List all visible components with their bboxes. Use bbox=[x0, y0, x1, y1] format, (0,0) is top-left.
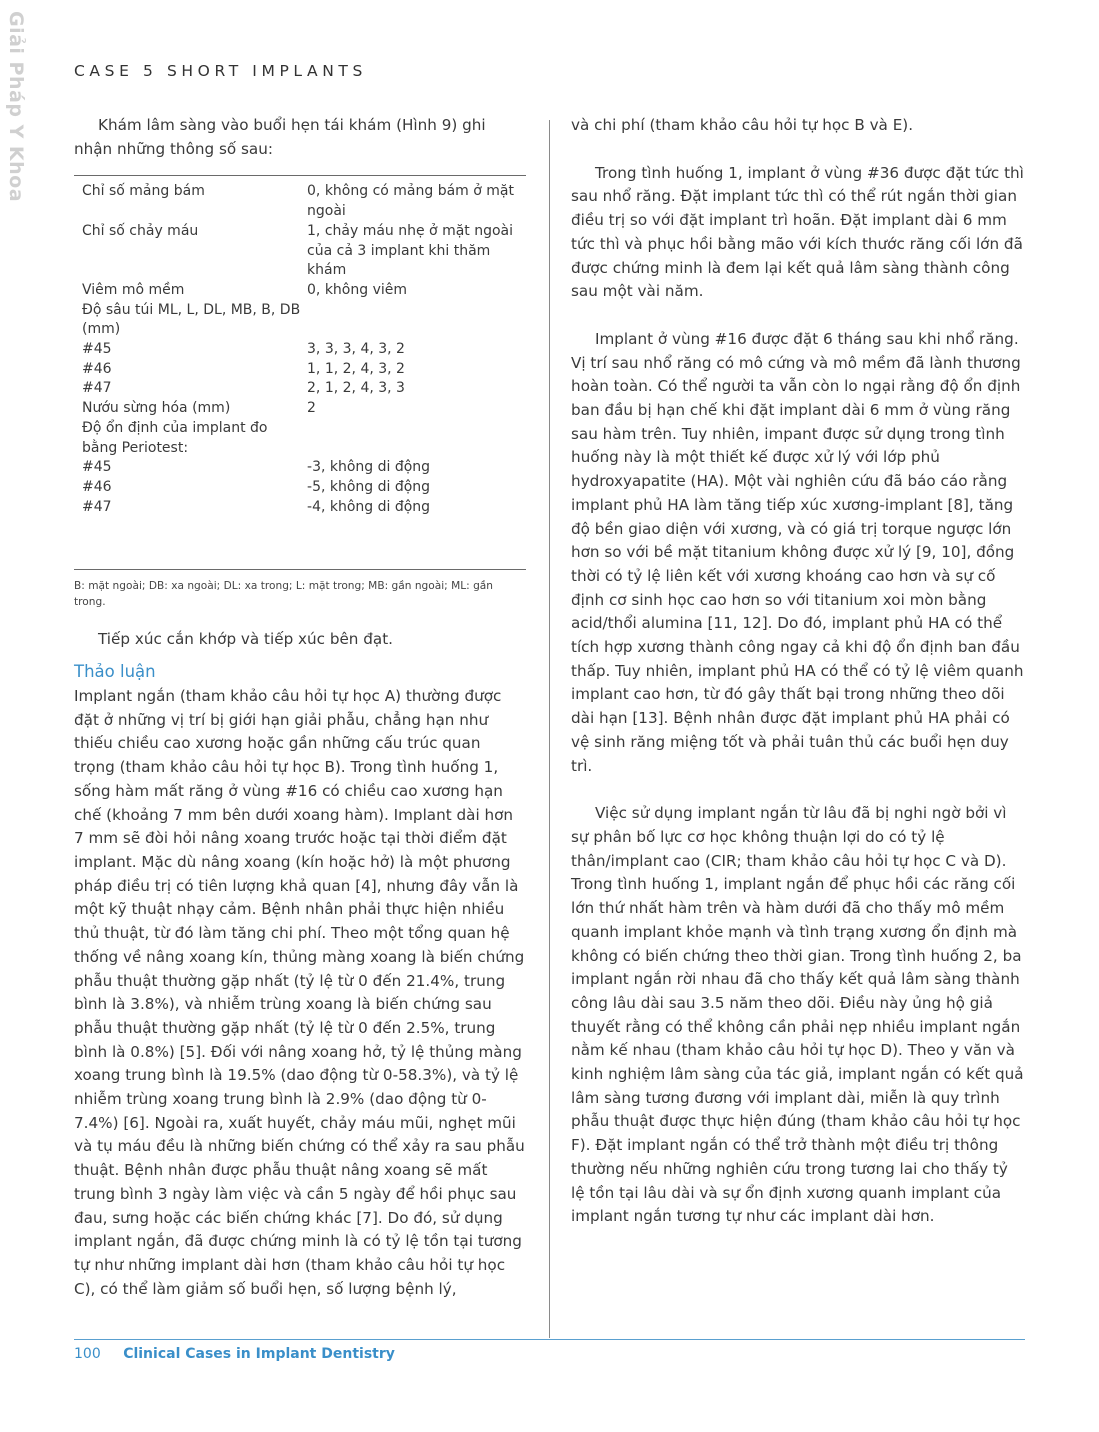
table-row bbox=[74, 340, 526, 360]
parameter-value bbox=[307, 301, 526, 340]
column-divider bbox=[549, 120, 550, 1338]
running-header: CASE 5 SHORT IMPLANTS bbox=[74, 62, 367, 80]
intro-paragraph: Khám lâm sàng vào buổi hẹn tái khám (Hình 9) ghi nhận những thông số sau: bbox=[74, 116, 486, 158]
right-paragraph-2: Trong tình huống 1, implant ở vùng #36 được đặt tức thì sau nhổ răng. Đặt implant tức thì có thể rút ngắn thời gian điều trị so với đặt implant trì hoãn. Đặt implant dài 6 mm tức thì và phục hồi bằng mão với kích thước răng cối lớn đã được chứng minh là đem lại kết quả lâm sàng thành công sau một vài năm. bbox=[571, 163, 1024, 301]
parameter-value: 0, không viêm bbox=[307, 281, 408, 298]
parameter-name: #47 bbox=[82, 498, 112, 515]
parameter-name: Độ ổn định của implant đo bằng Periotest: bbox=[82, 419, 268, 456]
table-row bbox=[74, 399, 526, 419]
table-row bbox=[74, 360, 526, 380]
table-row bbox=[74, 281, 526, 301]
footer-rule bbox=[74, 1339, 1025, 1340]
table-row bbox=[74, 379, 526, 399]
parameter-value: 1, chảy máu nhẹ ở mặt ngoài của cả 3 implant khi thăm khám bbox=[307, 222, 514, 279]
table-row bbox=[74, 498, 526, 518]
watermark: Giải Pháp Y Khoa bbox=[5, 11, 27, 203]
parameter-value: 0, không có mảng bám ở mặt ngoài bbox=[307, 183, 514, 220]
right-paragraph-4: Việc sử dụng implant ngắn từ lâu đã bị nghi ngờ bởi vì sự phân bố lực cơ học không thuận lợi do có tỷ lệ thân/implant cao (CIR; tham khảo câu hỏi tự học C và D). Trong tình huống 1, implant ngắn để phục hồi các răng cối lớn thứ nhất hàm trên và hàm dưới đã cho thấy mô mềm quanh implant khỏe mạnh và tình trạng xương ổn định mà không có biến chứng theo thời gian. Trong tình huống 2, ba implant ngắn rời nhau đã cho thấy kết quả lâm sàng thành công lâu dài sau 3.5 năm theo dõi. Điều này ủng hộ giả thuyết rằng có thể không cần phải nẹp nhiều implant ngắn nằm kế nhau (tham khảo câu hỏi tự học D). Theo y văn và kinh nghiệm lâm sàng của tác giả, implant ngắn có kết quả lâm sàng tương đương với implant dài, miễn là quy trình phẫu thuật được thực hiện đúng (tham khảo câu hỏi tự học F). Đặt implant ngắn có thể trở thành một điều trị thông thường nếu những nghiên cứu trong tương lai cho thấy tỷ lệ tồn tại lâu dài và sự ổn định xương quanh implant của implant ngắn tương tự như các implant dài hơn. bbox=[571, 804, 1024, 1226]
table-row bbox=[74, 222, 526, 281]
right-paragraph-3: Implant ở vùng #16 được đặt 6 tháng sau khi nhổ răng. Vị trí sau nhổ răng có mô cứng và mô mềm đã lành thương hoàn toàn. Có thể người ta vẫn còn lo ngại rằng độ ổn định ban đầu bị hạn chế khi đặt implant dài 6 mm ở vùng răng sau hàm trên. Tuy nhiên, impant được sử dụng trong tình huống này là một thiết kế được xử lý với lớp phủ hydroxyapatite (HA). Một vài nghiên cứu đã báo cáo rằng implant phủ HA làm tăng tiếp xúc xương-implant [8], tăng độ bền giao diện với xương, và có giá trị torque ngược lớn hơn so với bề mặt titanium không được xử lý [9, 10], đồng thời có tỷ lệ liên kết với xương khoáng cao hơn và sự cố định cơ sinh học cao hơn so với titanium xoi mòn bằng acid/thổi alumina [11, 12]. Do đó, implant phủ HA có thể tích hợp xương thành công ngay cả khi độ ổn định ban đầu thấp. Tuy nhiên, implant phủ HA có thể có tỷ lệ viêm quanh implant cao hơn, từ đó gây thất bại trong những theo dõi dài hạn [13]. Bệnh nhân được đặt implant phủ HA phải có vệ sinh răng miệng tốt và phải tuân thủ các buổi hẹn duy trì. bbox=[571, 329, 1024, 775]
table-row bbox=[74, 458, 526, 478]
right-paragraph-1: và chi phí (tham khảo câu hỏi tự học B và E). bbox=[571, 116, 914, 134]
table-top-rule bbox=[74, 175, 526, 176]
parameter-value bbox=[307, 419, 526, 458]
parameter-value: 1, 1, 2, 4, 3, 2 bbox=[307, 360, 405, 377]
table-bottom-rule bbox=[74, 569, 526, 570]
table-row bbox=[74, 301, 526, 340]
parameter-value: -5, không di động bbox=[307, 478, 431, 495]
table-row bbox=[74, 419, 526, 458]
section-heading: Thảo luận bbox=[74, 662, 156, 682]
parameter-name: #46 bbox=[82, 478, 112, 495]
parameter-value: 2, 1, 2, 4, 3, 3 bbox=[307, 380, 405, 397]
parameter-name: Chỉ số chảy máu bbox=[82, 222, 199, 239]
parameter-value: 3, 3, 3, 4, 3, 2 bbox=[307, 341, 405, 358]
right-column bbox=[571, 114, 1026, 1229]
page-footer bbox=[74, 1346, 395, 1362]
parameter-name: #47 bbox=[82, 380, 112, 397]
occlusion-paragraph: Tiếp xúc cắn khớp và tiếp xúc bên đạt. bbox=[98, 630, 393, 649]
parameter-name: Chỉ số mảng bám bbox=[82, 183, 205, 200]
table-row bbox=[74, 478, 526, 498]
parameter-name: Nướu sừng hóa (mm) bbox=[82, 400, 231, 417]
table-footnote: B: mặt ngoài; DB: xa ngoài; DL: xa trong; L: mặt trong; MB: gần ngoài; ML: gần trong. bbox=[74, 580, 494, 609]
parameter-value: 2 bbox=[307, 400, 316, 417]
parameter-name: #45 bbox=[82, 459, 112, 476]
left-column bbox=[74, 114, 526, 1301]
parameter-value: -3, không di động bbox=[307, 459, 431, 476]
page-number: 100 bbox=[74, 1346, 101, 1362]
clinical-parameters-table bbox=[74, 182, 526, 517]
parameter-name: #45 bbox=[82, 341, 112, 358]
parameter-name: Độ sâu túi ML, L, DL, MB, B, DB (mm) bbox=[82, 301, 301, 338]
book-title: Clinical Cases in Implant Dentistry bbox=[123, 1346, 395, 1362]
parameter-name: Viêm mô mềm bbox=[82, 281, 185, 298]
parameter-name: #46 bbox=[82, 360, 112, 377]
parameter-value: -4, không di động bbox=[307, 498, 431, 515]
table-row bbox=[74, 182, 526, 221]
discussion-paragraph: Implant ngắn (tham khảo câu hỏi tự học A) thường được đặt ở những vị trí bị giới hạn giải phẫu, chẳng hạn như thiếu chiều cao xương hoặc gần những cấu trúc quan trọng (tham khảo câu hỏi tự học B). Trong tình huống 1, sống hàm mất răng ở vùng #16 có chiều cao xương hạn chế (khoảng 7 mm bên dưới xoang hàm). Implant dài hơn 7 mm sẽ đòi hỏi nâng xoang trước hoặc tại thời điểm đặt implant. Mặc dù nâng xoang (kín hoặc hở) là một phương pháp điều trị có tiên lượng khả quan [4], nhưng đây vẫn là một kỹ thuật nhạy cảm. Bệnh nhân phải thực hiện nhiều thủ thuật, từ đó làm tăng chi phí. Theo một tổng quan hệ thống về nâng xoang kín, thủng màng xoang là biến chứng phẫu thuật thường gặp nhất (tỷ lệ từ 0 đến 21.4%, trung bình là 3.8%), và nhiễm trùng xoang là biến chứng sau phẫu thuật thường gặp nhất (tỷ lệ từ 0 đến 2.5%, trung bình là 0.8%) [5]. Đối với nâng xoang hở, tỷ lệ thủng màng xoang trung bình là 19.5% (dao động từ 0-58.3%), và tỷ lệ nhiễm trùng xoang trung bình là 2.9% (dao động từ 0-7.4%) [6]. Ngoài ra, xuất huyết, chảy máu mũi, nghẹt mũi và tụ máu đều là những biến chứng có thể xảy ra sau phẫu thuật. Bệnh nhân được phẫu thuật nâng xoang sẽ mất trung bình 3 ngày làm việc và cần 5 ngày để hồi phục sau đau, sưng hoặc các biến chứng khác [7]. Do đó, sử dụng implant ngắn, đã được chứng minh là có tỷ lệ tồn tại tương tự như những implant dài hơn (tham khảo câu hỏi tự học C), có thể làm giảm số buổi hẹn, số lượng bệnh lý, bbox=[74, 687, 525, 1298]
